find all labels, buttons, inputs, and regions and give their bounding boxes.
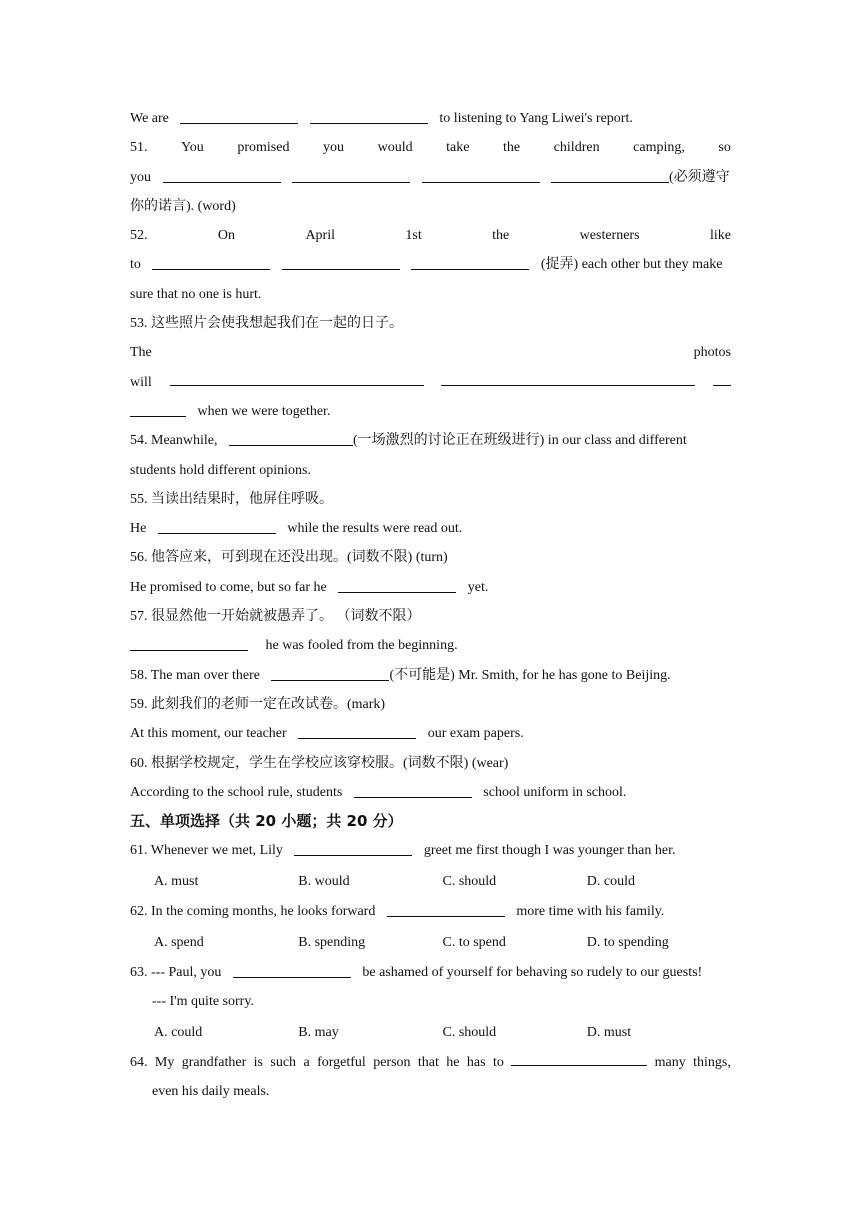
q64-word: has <box>466 1055 486 1071</box>
q51-word: take <box>446 140 470 156</box>
q52-word: like <box>709 228 731 244</box>
option-d[interactable]: D. could <box>586 873 635 889</box>
answer-blank[interactable] <box>292 168 410 183</box>
option-b[interactable]: B. spending <box>298 934 366 950</box>
q59-post: our exam papers. <box>427 726 524 742</box>
q57-post: he was fooled from the beginning. <box>265 638 458 654</box>
q51-number: 51. <box>130 140 148 156</box>
option-c[interactable]: C. should <box>442 873 497 889</box>
q52-pre: to <box>130 257 141 273</box>
option-c[interactable]: C. to spend <box>442 934 506 950</box>
q52-post-cont: sure that no one is hurt. <box>130 286 262 302</box>
q52-number: 52. <box>130 228 148 244</box>
answer-blank[interactable] <box>282 255 400 270</box>
q64-word: he <box>446 1055 460 1071</box>
answer-blank[interactable] <box>158 519 276 534</box>
q64-word: person <box>373 1055 411 1071</box>
q64-number: 64. <box>130 1055 148 1071</box>
q62-post: more time with his family. <box>516 904 665 920</box>
option-a[interactable]: A. must <box>154 873 199 889</box>
q51-word: promised <box>237 140 290 156</box>
q64-word: forgetful <box>317 1055 366 1071</box>
q63-post: be ashamed of yourself for behaving so rudely to our guests! <box>362 965 703 981</box>
q58-pre: 58. The man over there <box>130 667 260 683</box>
q54-line-1 <box>130 426 731 455</box>
section-title: 五、单项选择（共 20 小题；共 20 分） <box>130 812 403 831</box>
q50-post: to listening to Yang Liwei's report. <box>439 111 633 126</box>
q52-line-3 <box>130 280 731 309</box>
q52-word: the <box>492 228 510 244</box>
q55-line <box>130 514 731 543</box>
q51-word: so <box>718 140 731 156</box>
q60-chinese: 60. 根据学校规定，学生在学校应该穿校服。(词数不限) (wear) <box>130 755 509 771</box>
q51-hint-cont: 你的诺言). (word) <box>130 198 236 214</box>
q61-pre: 61. Whenever we met, Lily <box>130 843 283 859</box>
q57-chinese: 57. 很显然他一开始就被愚弄了。 （词数不限） <box>130 609 421 625</box>
q64-word: many <box>654 1055 686 1071</box>
q64-word: a <box>303 1055 310 1071</box>
option-a[interactable]: A. could <box>154 1024 203 1040</box>
q56-pre: He promised to come, but so far he <box>130 579 327 595</box>
answer-blank[interactable] <box>441 371 695 386</box>
answer-blank[interactable] <box>130 402 186 417</box>
q53-word: The <box>130 345 152 361</box>
q53-post: when we were together. <box>197 403 331 419</box>
q60-post: school uniform in school. <box>483 784 627 800</box>
q60-line <box>130 778 731 807</box>
q53-line-2 <box>130 368 731 397</box>
q63-stem <box>130 958 731 987</box>
q51-word: would <box>377 140 413 156</box>
answer-blank[interactable] <box>271 666 389 681</box>
q55-pre: He <box>130 521 147 537</box>
q52-line-1 <box>130 221 731 250</box>
q51-word: children <box>553 140 600 156</box>
answer-blank[interactable] <box>130 636 248 651</box>
q52-word: On <box>217 228 236 244</box>
q53-line-1 <box>130 338 731 367</box>
q60-pre: According to the school rule, students <box>130 784 343 800</box>
q51-hint: (必须遵守 <box>669 169 730 185</box>
q56-post: yet. <box>467 579 489 595</box>
q52-post: (捉弄) each other but they make <box>540 257 723 273</box>
q64-word: such <box>270 1055 297 1071</box>
q64-word: My <box>154 1055 175 1071</box>
q51-word: the <box>503 140 521 156</box>
q56-chinese: 56. 他答应来，可到现在还没出现。(词数不限) (turn) <box>130 550 448 566</box>
q64-word: that <box>417 1055 439 1071</box>
q64-stem <box>130 1048 731 1077</box>
q53-chinese: 53. 这些照片会使我想起我们在一起的日子。 <box>130 316 403 332</box>
q58-line <box>130 661 731 690</box>
q55-post: while the results were read out. <box>287 521 463 537</box>
q50-line <box>130 104 731 133</box>
q51-word: you <box>323 140 345 156</box>
q53-line-3 <box>130 397 731 426</box>
q62-options <box>130 927 731 959</box>
answer-blank[interactable] <box>354 783 472 798</box>
answer-blank[interactable] <box>233 963 351 978</box>
q64-word: is <box>253 1055 263 1071</box>
answer-blank[interactable] <box>310 109 428 124</box>
option-a[interactable]: A. spend <box>154 934 204 950</box>
q51-line-2 <box>130 163 731 192</box>
q54-pre: 54. Meanwhile, <box>130 433 218 449</box>
q64-line-2: even his daily meals. <box>152 1084 270 1100</box>
worksheet <box>130 104 731 1107</box>
q51-line-3 <box>130 192 731 221</box>
answer-blank[interactable] <box>551 168 669 183</box>
q63-options <box>130 1017 731 1049</box>
answer-blank[interactable] <box>163 168 281 183</box>
q59-line <box>130 719 731 748</box>
answer-blank[interactable] <box>338 578 456 593</box>
q59-chinese: 59. 此刻我们的老师一定在改试卷。(mark) <box>130 696 386 712</box>
q51-word: You <box>181 140 204 156</box>
q52-word: westerners <box>579 228 640 244</box>
q52-line-2 <box>130 250 731 279</box>
q64-word: to <box>492 1055 504 1071</box>
q61-options <box>130 866 731 898</box>
q56-line <box>130 573 731 602</box>
answer-blank[interactable] <box>170 371 424 386</box>
q51-line-1 <box>130 133 731 162</box>
option-c[interactable]: C. should <box>442 1024 497 1040</box>
q61-post: greet me first though I was younger than her. <box>423 843 676 859</box>
q50-pre: We are <box>130 111 169 126</box>
option-d[interactable]: D. must <box>586 1024 632 1040</box>
q62-pre: 62. In the coming months, he looks forward <box>130 904 376 920</box>
answer-blank[interactable] <box>152 255 270 270</box>
q53-pre: will <box>130 374 152 390</box>
answer-blank[interactable] <box>180 109 298 124</box>
q54-line-2: students hold different opinions. <box>130 462 311 478</box>
q52-word: April <box>305 228 335 244</box>
q64-word: grandfather <box>181 1055 247 1071</box>
q51-pre: you <box>130 169 151 185</box>
answer-blank[interactable] <box>294 841 412 856</box>
answer-blank[interactable] <box>713 371 731 386</box>
q55-chinese: 55. 当读出结果时，他屏住呼吸。 <box>130 491 333 507</box>
q61-stem <box>130 836 731 865</box>
q62-stem <box>130 897 731 926</box>
answer-blank[interactable] <box>511 1051 647 1066</box>
option-b[interactable]: B. may <box>298 1024 339 1040</box>
q58-post: (不可能是) Mr. Smith, for he has gone to Beijing. <box>389 667 671 683</box>
q53-word: photos <box>693 345 731 361</box>
answer-blank[interactable] <box>298 724 416 739</box>
q54-post: (一场激烈的讨论正在班级进行) in our class and different <box>352 433 687 449</box>
option-b[interactable]: B. would <box>298 873 350 889</box>
q64-word: things, <box>693 1055 731 1071</box>
q57-line <box>130 631 731 660</box>
q63-reply: --- I'm quite sorry. <box>152 994 254 1010</box>
answer-blank[interactable] <box>422 168 540 183</box>
answer-blank[interactable] <box>387 902 505 917</box>
answer-blank[interactable] <box>411 255 529 270</box>
q63-pre: 63. --- Paul, you <box>130 965 222 981</box>
answer-blank[interactable] <box>229 431 353 446</box>
q52-word: 1st <box>405 228 422 244</box>
q51-word: camping, <box>633 140 685 156</box>
option-d[interactable]: D. to spending <box>586 934 669 950</box>
q59-pre: At this moment, our teacher <box>130 726 287 742</box>
